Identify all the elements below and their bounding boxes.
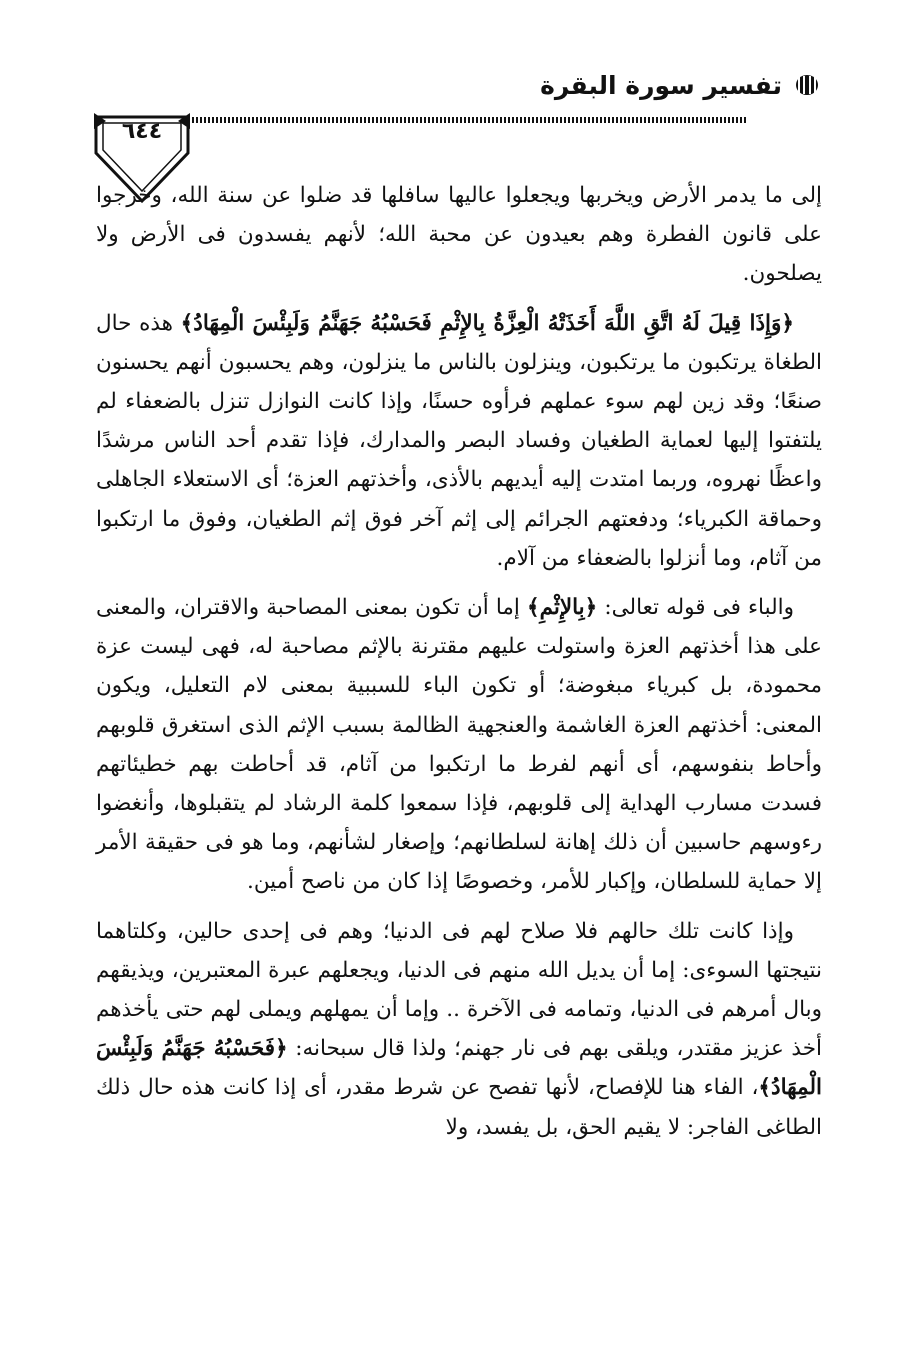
body-text [96,176,822,1157]
ornament-icon [794,72,820,98]
paragraph-text: وإذا كانت تلك حالهم فلا صلاح لهم فى الدنيا؛ وهم فى إحدى حالين، وكلتاهما نتيجتها السوءى: إما أن يديل الله منهم فى الدنيا، ويجعلهم عبرة المعتبرين، ويذيقهم وبال أمرهم فى الدنيا، وتمامه فى الآخرة .. وإما أن يمهلهم ويملى لهم حتى يأخذهم أخذ عزيز مقتدر، ويلقى بهم فى نار جهنم؛ ولذا قال سبحانه: [96,918,822,1062]
quran-verse: ﴿وَإِذَا قِيلَ لَهُ اتَّقِ اللَّهَ أَخَذَتْهُ الْعِزَّةُ بِالإِثْمِ فَحَسْبُهُ جَهَنَّمُ وَلَبِئْسَ الْمِهَادُ﴾ [180,310,794,336]
paragraph-text: إما أن تكون بمعنى المصاحبة والاقتران، والمعنى على هذا أخذتهم العزة واستولت عليهم مقترنة بالإثم مصاحبة له، فهى ليست عزة محمودة، بل كبرياء مبغوضة؛ أو تكون الباء للسببية بمعنى لام التعليل، ويكون المعنى: أخذتهم العزة الغاشمة والعنجهية الظالمة بسبب الإثم الذى استغرق قلوبهم وأحاط بنفوسهم، أى أنهم لفرط ما ارتكبوا من آثام، قد أحاطت بهم خطيئاتهم فسدت مسارب الهداية إلى قلوبهم، فإذا سمعوا كلمة الرشاد لم يتقبلوها، وأنغضوا رءوسهم حاسبين أن ذلك إهانة لسلطانهم؛ وإصغار لشأنهم، وما هو فى حقيقة الأمر إلا حماية للسلطان، وإكبار للأمر، وخصوصًا إذا كان من ناصح أمين. [96,595,822,895]
quran-verse: ﴿بِالإِثْمِ﴾ [526,595,598,621]
paragraph-4 [96,912,822,1147]
surah-title: تفسير سورة البقرة [540,70,782,100]
quran-verse: ﴿فَحَسْبُهُ جَهَنَّمُ وَلَبِئْسَ الْمِهَادُ﴾ [96,1036,822,1101]
paragraph-text: والباء فى قوله تعالى: [597,595,794,621]
header-rule [100,117,748,123]
running-title [540,65,820,105]
paragraph-text: ، الفاء هنا للإفصاح، لأنها تفصح عن شرط مقدر، أى إذا كانت هذه حال ذلك الطاغى الفاجر: لا يقيم الحق، بل يفسد، ولا [96,1075,822,1140]
page-number: ٦٤٤ [121,119,163,144]
paragraph-2 [96,304,822,578]
paragraph-1: إلى ما يدمر الأرض ويخربها ويجعلوا عاليها سافلها قد ضلوا عن سنة الله، وخرجوا على قانون الفطرة وهم بعيدون عن محبة الله؛ لأنهم يفسدون فى الأرض ولا يصلحون. [96,183,822,287]
paragraph-3 [96,588,822,902]
paragraph-text: هذه حال الطغاة يرتكبون ما يرتكبون، وينزلون بالناس ما ينزلون، وهم يحسبون أنهم يحسنون صنعًا؛ وقد زين لهم سوء عملهم فرأوه حسنًا، وإذا كانت النوازل تنزل بالضعفاء لم يلتفتوا إليها لعماية الطغيان وفساد البصر والمدارك، فإذا تقدم أحد الناس مرشدًا واعظًا نهروه، وربما امتدت إليه أيديهم بالأذى، وأخذتهم العزة؛ أى الاستعلاء الجاهلى وحماقة الكبرياء؛ ودفعتهم الجرائم إلى إثم آخر فوق إثم الطغيان، وفوق ما ارتكبوا من آثام، وما أنزلوا بالضعفاء من آلام. [96,310,822,571]
page-header [100,55,824,175]
